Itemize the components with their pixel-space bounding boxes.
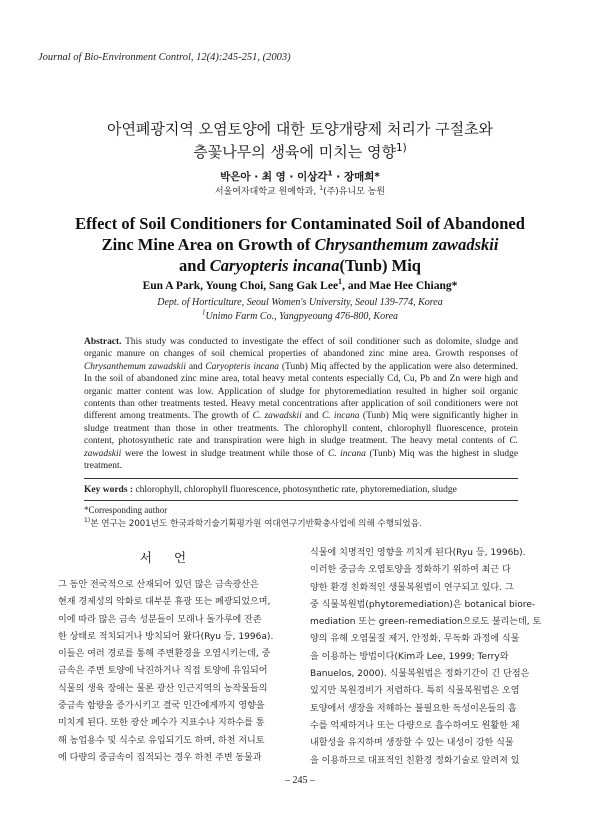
text-line: 내할성을 유지하며 생장할 수 있는 내성이 강한 식물: [310, 738, 514, 749]
korean-title-footnote-mark: 1): [395, 142, 407, 154]
text-line: 양의 유해 오염물질 제거, 안정화, 무독화 과정에 식물: [310, 634, 520, 645]
keywords-top-rule: [84, 478, 518, 479]
english-title-line-3: and Caryopteris incana(Tunb) Miq: [179, 256, 421, 275]
korean-affiliation: 서울여자대학교 원예학과, $^1$(주)유니모 농원: [214, 185, 386, 197]
journal-citation: Journal of Bio-Environment Control, 12(4):245-251, (2003): [38, 52, 291, 63]
section-heading-introduction: 서언: [139, 550, 209, 565]
text-line: 을 이용하는 방법이다(Kim과 Lee, 1999; Terry와: [310, 651, 509, 662]
keywords-label: Key words :: [84, 485, 134, 495]
text-line: 토양에서 생장을 저해하는 불필요한 독성이온들의 흡: [310, 703, 517, 714]
text-line: 수를 억제하거나 또는 다량으로 흡수하여도 원활한 체: [310, 720, 520, 731]
text-line: 미치게 된다. 또한 광산 폐수가 지표수나 지하수를 통: [58, 718, 265, 729]
abstract: Abstract. This study was conducted to investigate the effect of soil conditioner such as dolomite, sludge and organic manure on changes of soil chemical properties of abandoned zinc mine area. Growth responses of Chrysanthemum zawadskii and Caryopteris incana (Tunb) Miq affected by the application were also determined. In the soil of abandoned zinc mine area, total heavy metal contents especially Cd, Cu, Pb and Zn were high and organic matter content was low. Application of sludge for phytoremediation resulted in higher soil organic contents than other treatments tested. Heavy metal concentrations after application of soil conditioners were not different among treatments. The growth of C. zawadskii and C. incana (Tunb) Miq were significantly higher in sludge treatment than those in other treatments. The chlorophyll content, chlorophyll fluorescence, protein content, photosynthetic rate and transpiration were high in sludge treatment. The heavy metal contents of C. zawadskii were the lowest in sludge treatment while those of C. incana (Tunb) Miq was the highest in sludge treatment.: [84, 337, 519, 472]
text-line: 양한 환경 친화적인 생물복원법이 연구되고 있다. 그: [310, 582, 514, 593]
english-affiliation-line-1: Dept. of Horticulture, Seoul Women's University, Seoul 139-774, Korea: [157, 297, 443, 308]
left-column: [58, 577, 294, 767]
text-line: mediation 또는 green-remediation으로도 불리는데, 토: [310, 617, 542, 628]
text-line: 한 상태로 적치되거나 방치되어 왔다(Ryu 등, 1996a).: [58, 631, 274, 642]
right-column: [310, 545, 546, 770]
text-line: 그 동안 전국적으로 산재되어 있던 많은 금속광산은: [58, 580, 259, 590]
text-line: 이러한 중금속 오염토양을 정화하기 위하여 최근 다: [310, 565, 511, 576]
keywords-bottom-rule: [84, 500, 518, 501]
english-title-line-2: Zinc Mine Area on Growth of Chrysanthemum zawadskii: [101, 235, 499, 254]
funding-note: $^{1)}$본 연구는 2001년도 한국과학기술기획평가원 여대연구기반확충사업에 의해 수행되었음.: [84, 517, 422, 529]
text-line: 중금속 함량을 증가시키고 결국 인간에게까지 영향을: [58, 701, 265, 712]
corresponding-author-note: *Corresponding author: [84, 505, 168, 515]
korean-title: [0, 118, 600, 164]
english-affiliation: [0, 296, 600, 324]
english-affiliation-line-2: $^1$Unimo Farm Co., Yangpyeoung 476-800, Korea: [201, 308, 399, 322]
text-line: 중 식물복원법(phytoremediation)은 botanical biore-: [310, 599, 536, 610]
text-line: 이들은 여러 경로를 통해 주변환경을 오염시키는데, 중: [58, 649, 271, 660]
english-authors: Eun A Park, Young Choi, Sang Gak Lee$^1$, and Mae Hee Chiang*: [142, 277, 458, 292]
text-line: 을 이용하므로 대표적인 친환경 정화기술로 알려져 있: [310, 755, 520, 766]
korean-title-line-2: 층꽃나무의 생육에 미치는 영향$^{1)}$: [193, 142, 407, 161]
page-number: – 245 –: [285, 775, 315, 786]
text-line: 이에 따라 많은 금속 성분들이 모래나 돌가루에 잔존: [58, 614, 262, 625]
text-line: 현재 경제성의 악화로 대부분 휴광 또는 폐광되었으며,: [58, 597, 271, 608]
text-line: 식물에 치명적인 영향을 끼치게 된다(Ryu 등, 1996b).: [310, 548, 526, 558]
korean-authors: 박은아 · 최 영 · 이상각$^1$ · 장매희*: [220, 168, 380, 183]
text-line: 있지만 복원경비가 저렴하다. 특히 식물복원법은 오염: [310, 686, 520, 697]
korean-title-line-1: 아연폐광지역 오염토양에 대한 토양개량제 처리가 구절초와: [106, 120, 494, 138]
text-line: 식물의 생육 장애는 물론 광산 인근지역의 농작물들의: [58, 683, 268, 694]
english-title: [0, 213, 600, 276]
text-line: 금속은 주변 토양에 낙진하거나 직접 토양에 유입되어: [58, 666, 268, 677]
abstract-label: Abstract.: [84, 337, 122, 347]
text-line: 해 농업용수 및 식수로 유입되기도 하며, 하천 저니토: [58, 735, 265, 746]
english-title-line-1: Effect of Soil Conditioners for Contaminated Soil of Abandoned: [75, 214, 525, 233]
keywords: Key words : chlorophyll, chlorophyll fluorescence, photosynthetic rate, phytoremediation, sludge: [84, 485, 457, 495]
text-line: 에 다량의 중금속이 집적되는 경우 하천 주변 동물과: [58, 752, 262, 763]
text-line: Banuelos, 2000). 식물복원법은 정화기간이 긴 단점은: [310, 669, 530, 680]
